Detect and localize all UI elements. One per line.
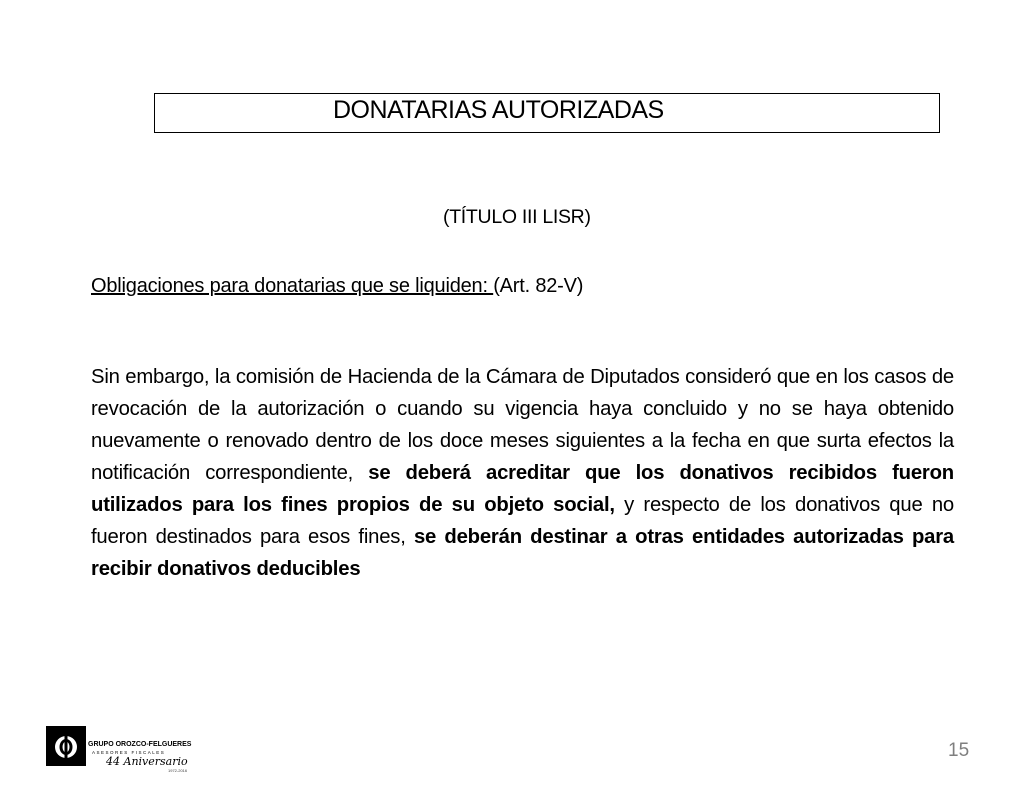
paragraph-bold-1: se deberá acreditar que los donativos recibidos fueron utilizados para los fines propios de su objeto social, [91,462,954,516]
logo-subtitle: ASESORES FISCALES [92,750,166,755]
article-reference: (Art. 82-V) [493,275,584,297]
phi-logo-icon [46,726,86,766]
obligations-label: Obligaciones para donatarias que se liquiden: [91,275,494,297]
subtitle: (TÍTULO III LISR) [443,206,591,228]
page-title: DONATARIAS AUTORIZADAS [333,96,664,124]
company-logo [46,724,206,776]
page-number: 15 [948,740,970,761]
title-box [154,93,940,133]
logo-years: 1972-2016 [168,768,188,773]
body-paragraph [91,361,954,585]
logo-anniversary: 44 Aniversario [106,755,188,768]
paragraph-text-1: Sin embargo, la comisión de Hacienda de la Cámara de Diputados consideró que en los casos de revocación de la autorización o cuando su vigencia haya concluido y no se haya obtenido nuevamente o renovado dentro de los doce meses siguientes a la fecha en que surta efectos la notificación correspondiente, [91,366,954,484]
obligations-heading [91,271,666,302]
logo-name: GRUPO OROZCO-FELGUERES [88,741,192,748]
paragraph-bold-2: se deberán destinar a otras entidades autorizadas para recibir donativos deducibles [91,526,955,580]
paragraph-text-2: y respecto de los donativos que no fueron destinados para esos fines, [91,494,955,548]
